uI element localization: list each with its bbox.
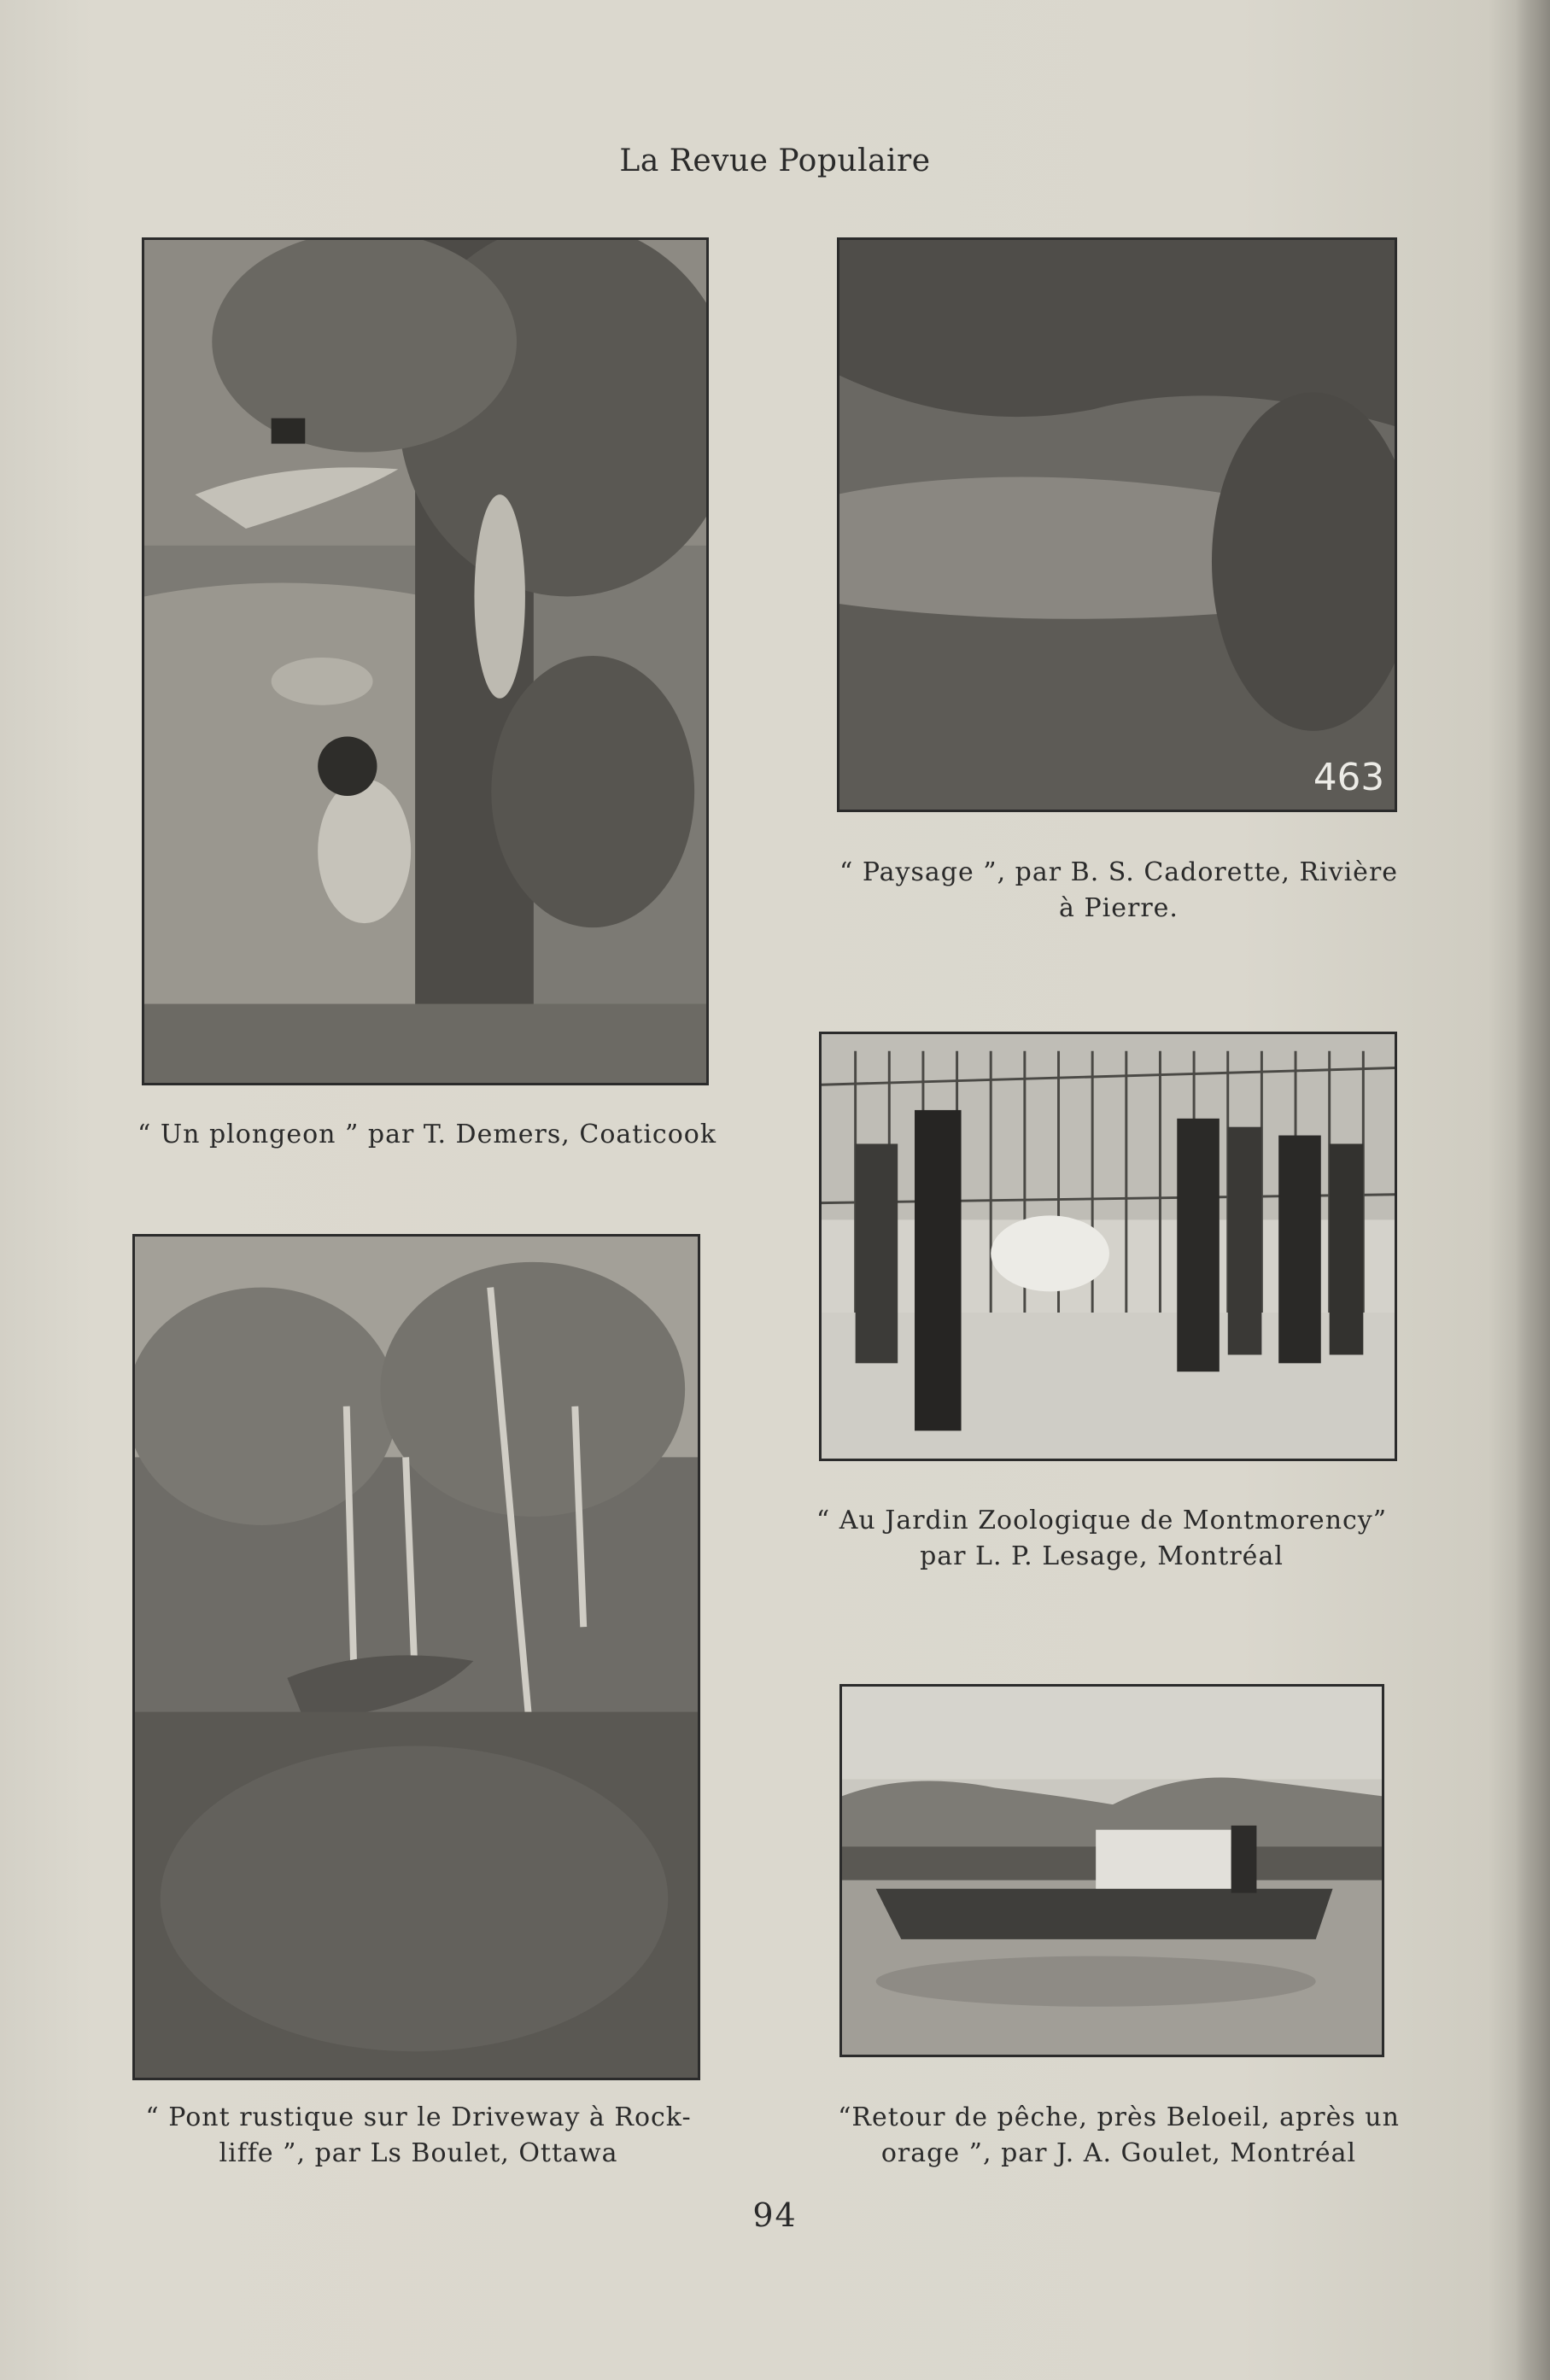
page-spine-shadow xyxy=(1516,0,1550,2380)
photo-landscape xyxy=(837,237,1397,812)
caption-line: par L. P. Lesage, Montréal xyxy=(920,1541,1284,1571)
caption-line: “ Un plongeon ” par T. Demers, Coaticook xyxy=(137,1120,717,1149)
caption-line: “ Au Jardin Zoologique de Montmorency” xyxy=(816,1506,1388,1535)
caption-diving xyxy=(94,1117,760,1153)
caption-line: à Pierre. xyxy=(1059,893,1179,923)
caption-line: “Retour de pêche, près Beloeil, après un xyxy=(838,2102,1400,2132)
caption-zoo xyxy=(769,1503,1435,1575)
caption-line: liffe ”, par Ls Boulet, Ottawa xyxy=(219,2138,618,2168)
caption-line: orage ”, par J. A. Goulet, Montréal xyxy=(880,2138,1357,2168)
page-number: 94 xyxy=(752,2196,798,2234)
caption-landscape xyxy=(786,855,1452,927)
photo-rustic-bridge xyxy=(132,1234,700,2080)
page-header: La Revue Populaire xyxy=(619,143,931,178)
photo-zoo xyxy=(819,1032,1397,1461)
caption-fishing-return xyxy=(781,2100,1456,2172)
photo-diving xyxy=(142,237,709,1085)
photo-number-marking: 463 xyxy=(1313,757,1385,800)
caption-line: “ Paysage ”, par B. S. Cadorette, Rivière xyxy=(839,857,1399,887)
caption-rustic-bridge xyxy=(81,2100,756,2172)
caption-line: “ Pont rustique sur le Driveway à Rock- xyxy=(145,2102,692,2132)
photo-fishing-return xyxy=(839,1684,1384,2057)
